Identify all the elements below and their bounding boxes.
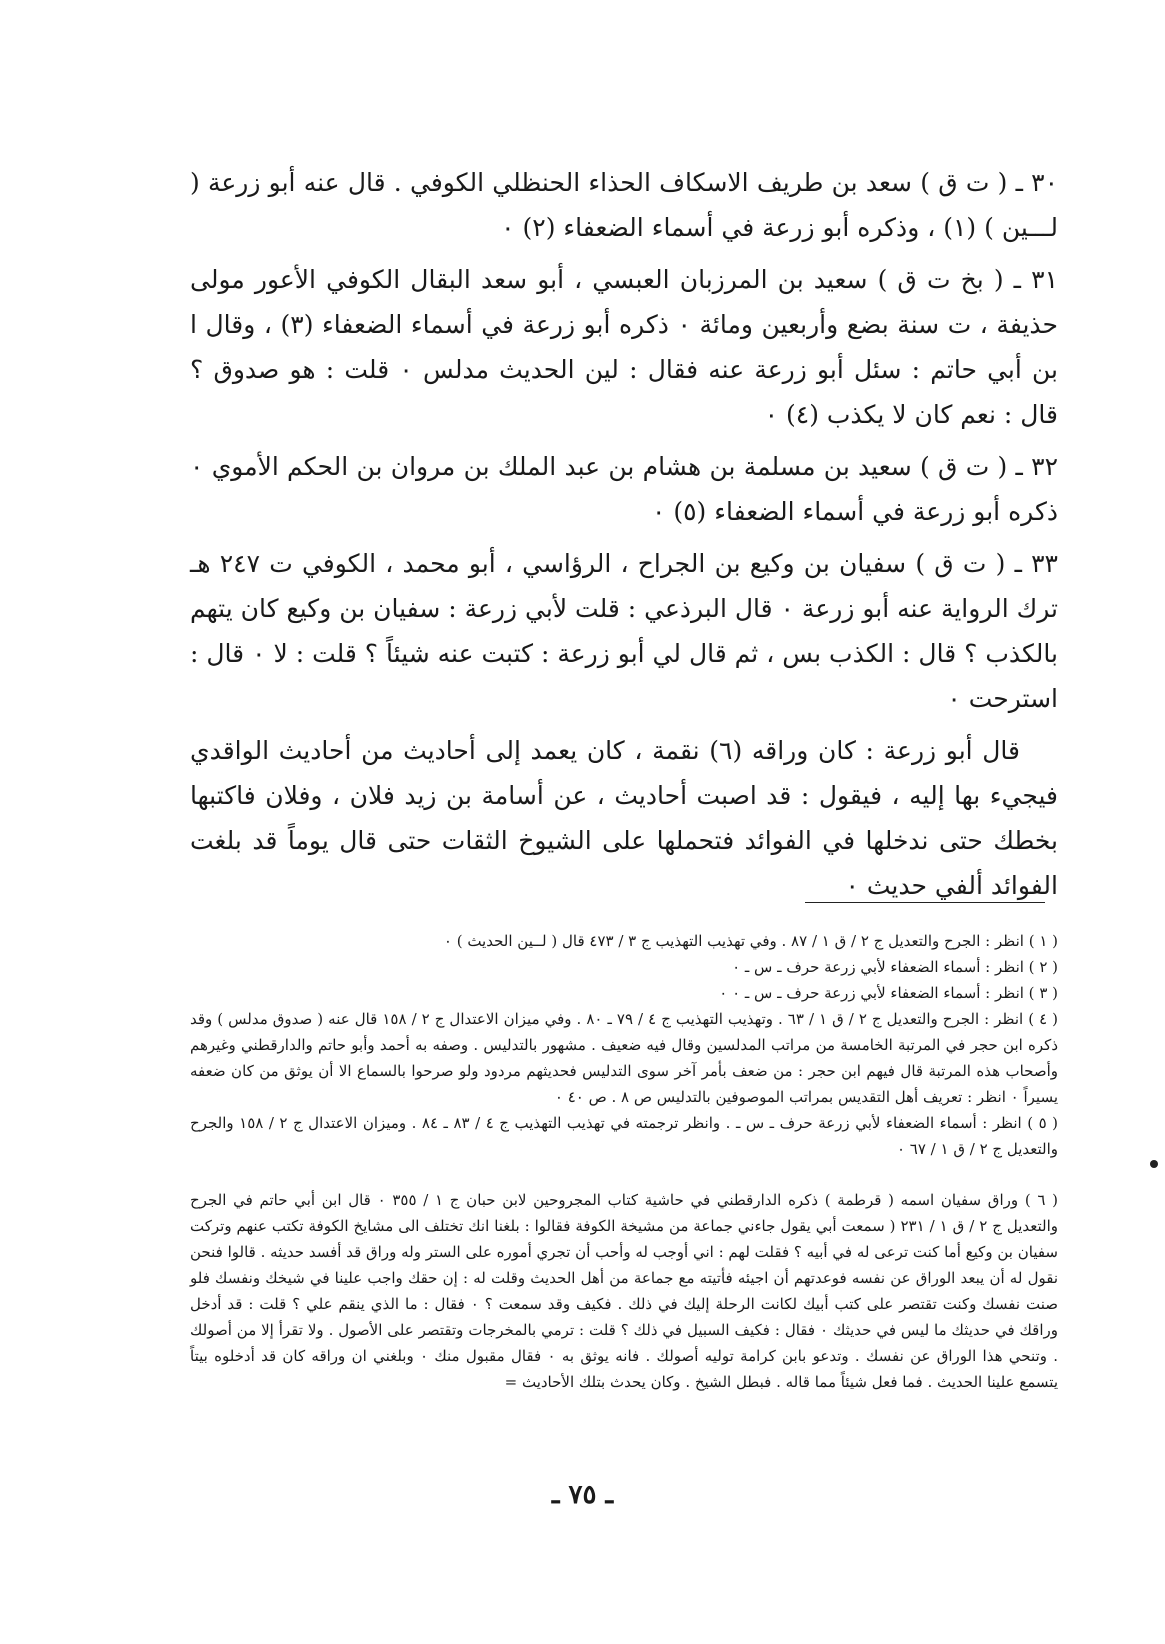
main-text: [190, 160, 1058, 915]
entry-33: ٣٣ ـ ( ت ق ) سفيان بن وكيع بن الجراح ، الرؤاسي ، أبو محمد ، الكوفي ت ٢٤٧ هـ ترك الرواية عنه أبو زرعة ٠ قال البرذعي : قلت لأبي زرعة : سفيان بن وكيع كان يتهم بالكذب ؟ قال : الكذب بس ، ثم قال لي أبو زرعة : كتبت عنه شيئاً ؟ قلت : لا ٠ قال : استرحت ٠: [190, 549, 1058, 713]
footnote-5: ( ٥ ) انظر : أسماء الضعفاء لأبي زرعة حرف ـ س ـ . وانظر ترجمته في تهذيب التهذيب ج ٤ / ٨٣ ـ ٨٤ . وميزان الاعتدال ج ٢ / ١٥٨ والجرح والتعديل ج ٢ / ق ١ / ٦٧ ٠: [190, 1114, 1059, 1158]
footnote-separator: [805, 902, 1045, 903]
entry-32: ٣٢ ـ ( ت ق ) سعيد بن مسلمة بن هشام بن عبد الملك بن مروان بن الحكم الأموي ٠ ذكره أبو زرعة في أسماء الضعفاء (٥) ٠: [190, 452, 1058, 526]
footnote-3: ( ٣ ) انظر : أسماء الضعفاء لأبي زرعة حرف ـ س ـ ٠ ٠: [719, 984, 1058, 1002]
entry-30: ٣٠ ـ ( ت ق ) سعد بن طريف الاسكاف الحذاء الحنظلي الكوفي . قال عنه أبو زرعة ( لـــين ) (١) ، وذكره أبو زرعة في أسماء الضعفاء (٢) ٠: [190, 168, 1058, 242]
ink-mark: [1150, 1160, 1158, 1168]
footnote-block-6: [190, 1187, 1058, 1395]
entry-31: ٣١ ـ ( بخ ت ق ) سعيد بن المرزبان العبسي ، أبو سعد البقال الكوفي الأعور مولى حذيفة ، ت سنة بضع وأربعين ومائة ٠ ذكره أبو زرعة في أسماء الضعفاء (٣) ، وقال ا بن أبي حاتم : سئل أبو زرعة عنه فقال : لين الحديث مدلس ٠ قلت : هو صدوق ؟ قال : نعم كان لا يكذب (٤) ٠: [190, 265, 1059, 429]
entry-33-continued: قال أبو زرعة : كان وراقه (٦) نقمة ، كان يعمد إلى أحاديث من أحاديث الواقدي فيجيء بها إليه ، فيقول : قد اصبت أحاديث ، عن أسامة بن زيد فلان ، وفلان فاكتبها بخطك حتى ندخلها في الفوائد فتحملها على الشيوخ الثقات حتى قال يوماً قد بلغت الفوائد ألفي حديث ٠: [190, 736, 1058, 900]
page-number: ـ ٧٥ ـ: [551, 1480, 614, 1510]
footnote-6: ( ٦ ) وراق سفيان اسمه ( قرطمة ) ذكره الدارقطني في حاشية كتاب المجروحين لابن حبان ج ١ / ٣٥٥ ٠ قال ابن أبي حاتم في الجرح والتعديل ج ٢ / ق ١ / ٢٣١ ( سمعت أبي يقول جاءني جماعة من مشيخة الكوفة فقالوا : بلغنا انك تختلف الى مشايخ الكوفة تكتب عنهم وتركت سفيان بن وكيع أما كنت ترعى له في أبيه ؟ فقلت لهم : اني أوجب له وأحب أن تجري أموره على الستر وله وراق قد أفسد حديثه . قالوا فنحن نقول له أن يبعد الوراق عن نفسه فوعدتهم أن اجيئه فأتيته مع جماعة من أهل الحديث وقلت له : إن حقك واجب علينا في شيخك ونفسك فلو صنت نفسك وكنت تقتصر على كتب أبيك لكانت الرحلة إليك في ذلك . فكيف وقد سمعت ؟ ٠ فقال : ما الذي ينقم علي ؟ قلت : قد أدخل وراقك في حديثك ما ليس في حديثك ٠ فقال : فكيف السبيل في ذلك ؟ قلت : ترمي بالمخرجات وتقتصر على الأصول . ولا تقرأ إلا من أصولك . وتنحي هذا الوراق عن نفسك . وتدعو بابن كرامة توليه أصولك . فانه يوثق به ٠ فقال مقبول منك ٠ وبلغني ان وراقه كان قد أدخلوه بيتاً يتسمع علينا الحديث . فما فعل شيئاً مما قاله . فبطل الشيخ . وكان يحدث بتلك الأحاديث =: [190, 1191, 1059, 1391]
footnotes: [190, 928, 1058, 1162]
footnote-2: ( ٢ ) انظر : أسماء الضعفاء لأبي زرعة حرف ـ س ـ ٠: [732, 958, 1058, 976]
footnote-4: ( ٤ ) انظر : الجرح والتعديل ج ٢ / ق ١ / ٦٣ . وتهذيب التهذيب ج ٤ / ٧٩ ـ ٨٠ . وفي ميزان الاعتدال ج ٢ / ١٥٨ قال عنه ( صدوق مدلس ) وقد ذكره ابن حجر في المرتبة الخامسة من مراتب المدلسين وقال فيه ضعيف . مشهور بالتدليس . وصفه به أحمد وأبو حاتم والدارقطني وغيرهم وأصحاب هذه المرتبة قال فيهم ابن حجر : من ضعف بأمر آخر سوى التدليس فحديثهم مردود ولو صرحوا بالسماع الا أن يوثق من كان ضعفه يسيراً ٠ انظر : تعريف أهل التقديس بمراتب الموصوفين بالتدليس ص ٨ . ص ٤٠ ٠: [190, 1010, 1058, 1106]
footnote-1: ( ١ ) انظر : الجرح والتعديل ج ٢ / ق ١ / ٨٧ . وفي تهذيب التهذيب ج ٣ / ٤٧٣ قال ( لــين الحديث ) ٠: [443, 932, 1058, 950]
